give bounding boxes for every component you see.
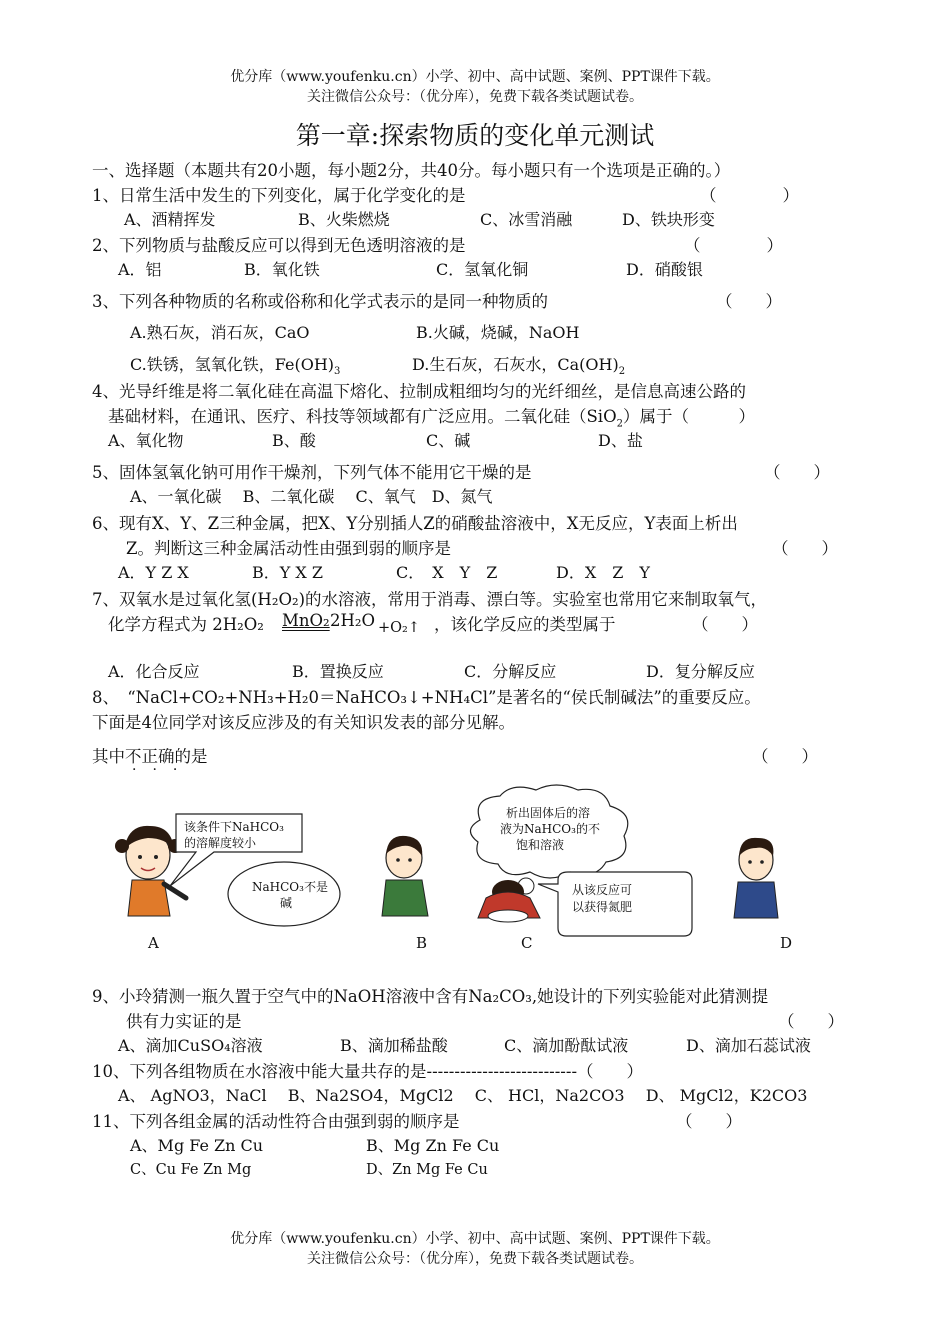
footer-line-2: 关注微信公众号：（优分库），免费下载各类试题试卷。 xyxy=(307,1251,643,1267)
q6-option-c: C． X Y Z xyxy=(396,563,498,582)
q9-option-a: A、滴加CuSO₄溶液 xyxy=(118,1036,263,1055)
q4-line-2 xyxy=(108,403,755,429)
bubble-b-line-2: 碱 xyxy=(280,896,293,910)
q7-o2: +O₂↑ xyxy=(378,620,420,636)
q2-stem: 2、下列物质与盐酸反应可以得到无色透明溶液的是 xyxy=(92,236,466,255)
q7-catalyst: MnO₂ xyxy=(282,611,330,630)
q3-option-a: A.熟石灰，消石灰，CaO xyxy=(130,323,310,342)
figure-label-b: B xyxy=(416,934,428,952)
q7-line-1: 7、双氧水是过氧化氢(H₂O₂)的水溶液，常用于消毒、漂白等。实验室也常用它来制取氧气， xyxy=(92,590,768,609)
bubble-a-line-1: 该条件下NaHCO₃ xyxy=(184,820,284,834)
q3-option-d-text: D.生石灰，石灰水，Ca(OH) xyxy=(412,355,619,374)
q4-option-d: D、盐 xyxy=(598,431,643,450)
q1-option-a: A、酒精挥发 xyxy=(124,210,216,229)
q8-line-1: 8、 “NaCl+CO₂+NH₃+H₂0＝NaHCO₃↓+NH₄Cl”是著名的“侯氏制碱法”的重要反应。 xyxy=(92,688,761,707)
q7-option-d: D．复分解反应 xyxy=(646,662,755,681)
q7-option-c: C．分解反应 xyxy=(464,662,557,681)
q3-option-c-sub: 3 xyxy=(334,366,341,378)
q9-option-b: B、滴加稀盐酸 xyxy=(340,1036,448,1055)
q8-illustration xyxy=(0,780,950,970)
q3-stem: 3、下列各种物质的名称或俗称和化学式表示的是同一种物质的 xyxy=(92,292,548,311)
q3-option-d xyxy=(412,352,625,377)
q11-option-d: D、Zn Mg Fe Cu xyxy=(366,1162,488,1178)
q1-stem: 1、日常生活中发生的下列变化，属于化学变化的是 xyxy=(92,186,466,205)
q7-option-a: A．化合反应 xyxy=(108,662,200,681)
footer-line-1: 优分库（www.youfenku.cn）小学、初中、高中试题、案例、PPT课件下载。 xyxy=(230,1231,720,1247)
q4-line-2-text: 基础材料，在通讯、医疗、科技等领域都有广泛应用。二氧化硅（SiO xyxy=(108,407,617,426)
q2-option-a: A．铝 xyxy=(118,260,162,279)
bubble-b-line-1: NaHCO₃不是 xyxy=(252,880,328,894)
q1-answer-paren: （ ） xyxy=(700,186,799,205)
q6-line-1: 6、现有X、Y、Z三种金属，把X、Y分别插人Z的硝酸盐溶液中，X无反应，Y表面上析出 xyxy=(92,514,738,533)
q2-answer-paren: （ ） xyxy=(684,236,783,255)
q6-option-d: D．X Z Y xyxy=(556,563,650,582)
bubble-c-line-3: 饱和溶液 xyxy=(516,838,565,852)
q2-option-d: D．硝酸银 xyxy=(626,260,703,279)
q6-line-2: Z。判断这三种金属活动性由强到弱的顺序是 xyxy=(126,539,451,558)
q7-answer-paren: （ ） xyxy=(692,615,758,634)
q1-option-d: D、铁块形变 xyxy=(622,210,715,229)
q4-option-b: B、酸 xyxy=(272,431,316,450)
figure-label-c: C xyxy=(521,934,533,952)
q3-option-c-text: C.铁锈，氢氧化铁，Fe(OH) xyxy=(130,355,335,374)
bubble-c-line-2: 液为NaHCO₃的不 xyxy=(500,822,600,836)
q9-option-c: C、滴加酚酞试液 xyxy=(504,1036,629,1055)
q7-option-b: B．置换反应 xyxy=(292,662,384,681)
q8-line-3: 其中不正确的是 xyxy=(92,747,208,766)
student-a-figure xyxy=(115,826,186,916)
q4-line-1: 4、光导纤维是将二氧化硅在高温下熔化、拉制成粗细均匀的光纤细丝，是信息高速公路的 xyxy=(92,382,746,401)
q7-line-2-post: ，该化学反应的类型属于 xyxy=(434,615,616,634)
q8-line-2: 下面是4位同学对该反应涉及的有关知识发表的部分见解。 xyxy=(92,713,515,732)
q7-line-2-mid: 2H₂O xyxy=(330,611,376,630)
q8-answer-paren: （ ） xyxy=(752,747,818,766)
q9-line-1: 9、小玲猜测一瓶久置于空气中的NaOH溶液中含有Na₂CO₃,她设计的下列实验能对此猜测提 xyxy=(92,987,769,1006)
q1-option-c: C、冰雪消融 xyxy=(480,210,573,229)
q3-option-c xyxy=(130,352,340,377)
header-line-2: 关注微信公众号：（优分库），免费下载各类试题试卷。 xyxy=(307,89,643,105)
q11-stem: 11、下列各组金属的活动性符合由强到弱的顺序是 xyxy=(92,1112,460,1131)
figure-label-a: A xyxy=(148,934,159,952)
q5-options: A、一氧化碳 B、二氧化碳 C、氧气 D、氮气 xyxy=(130,487,493,506)
figure-label-d: D xyxy=(780,934,793,952)
q2-option-c: C．氢氧化铜 xyxy=(436,260,529,279)
bubble-d-line-1: 从该反应可 xyxy=(572,883,633,897)
q6-answer-paren: （ ） xyxy=(772,539,838,558)
emphasis-dots: ··· xyxy=(132,762,194,778)
q11-option-a: A、Mg Fe Zn Cu xyxy=(130,1136,264,1155)
q10-options: A、 AgNO3，NaCl B、Na2SO4，MgCl2 C、 HCl，Na2CO3 D、 MgCl2，K2CO3 xyxy=(118,1086,808,1105)
section-heading: 一、选择题（本题共有20小题，每小题2分，共40分。每小题只有一个选项是正确的。） xyxy=(92,161,731,180)
q4-option-a: A、氧化物 xyxy=(108,431,184,450)
q4-line-2-sub: 2 xyxy=(616,418,623,430)
bubble-d-line-2: 以获得氮肥 xyxy=(572,900,633,914)
student-d-figure xyxy=(734,838,778,918)
bubble-c-line-1: 析出固体后的溶 xyxy=(506,806,591,820)
q6-option-a: A．Y Z X xyxy=(118,563,189,582)
q9-option-d: D、滴加石蕊试液 xyxy=(686,1036,811,1055)
q9-answer-paren: （ ） xyxy=(778,1012,844,1031)
student-b-figure xyxy=(382,836,428,916)
q6-option-b: B．Y X Z xyxy=(252,563,324,582)
q9-line-2: 供有力实证的是 xyxy=(126,1012,242,1031)
q3-answer-paren: （ ） xyxy=(716,292,782,311)
q11-option-c: C、Cu Fe Zn Mg xyxy=(130,1162,252,1178)
q11-answer-paren: （ ） xyxy=(676,1112,742,1131)
q11-option-b: B、Mg Zn Fe Cu xyxy=(366,1136,500,1155)
q4-option-c: C、碱 xyxy=(426,431,471,450)
q5-answer-paren: （ ） xyxy=(764,463,830,482)
q4-line-2-post: ）属于（ ） xyxy=(622,407,755,426)
bubble-a-line-2: 的溶解度较小 xyxy=(184,836,257,850)
q3-option-b: B.火碱，烧碱，NaOH xyxy=(416,323,580,342)
page-title: 第一章:探索物质的变化单元测试 xyxy=(295,121,655,150)
q5-stem: 5、固体氢氧化钠可用作干燥剂，下列气体不能用它干燥的是 xyxy=(92,463,532,482)
q10-stem: 10、下列各组物质在水溶液中能大量共存的是---------------------------（ ） xyxy=(92,1062,644,1081)
q2-option-b: B．氧化铁 xyxy=(244,260,320,279)
header-line-1: 优分库（www.youfenku.cn）小学、初中、高中试题、案例、PPT课件下载。 xyxy=(230,69,720,85)
q1-option-b: B、火柴燃烧 xyxy=(298,210,390,229)
q7-line-2-pre: 化学方程式为 2H₂O₂ xyxy=(108,615,264,634)
q3-option-d-sub: 2 xyxy=(618,366,626,378)
